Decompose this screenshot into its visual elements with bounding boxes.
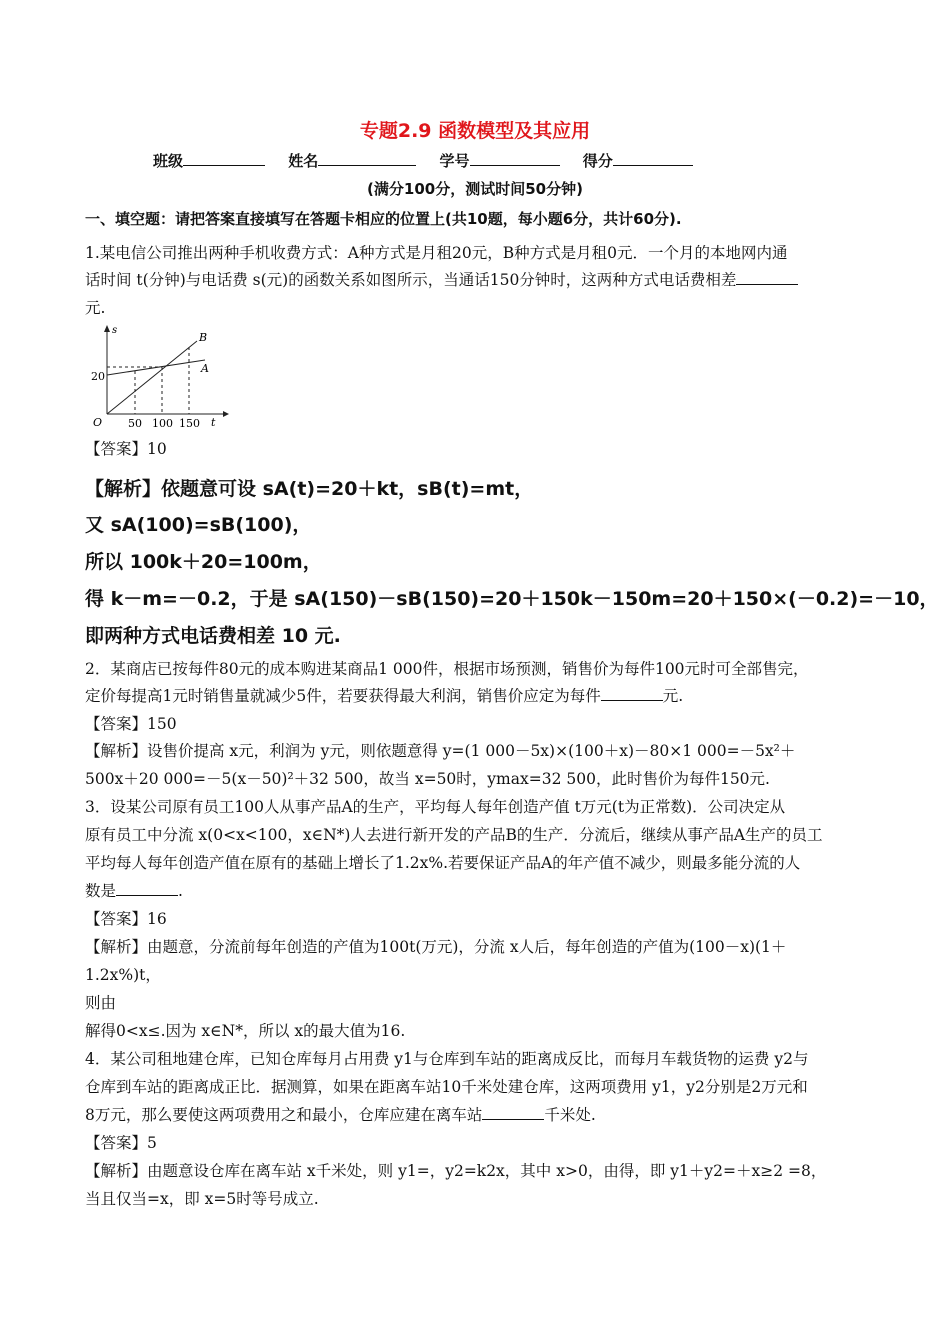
q4-answer: 【答案】5 <box>85 1134 157 1152</box>
q3-answer-blank <box>116 881 178 896</box>
q3-line4-end: . <box>178 882 183 900</box>
q2-analysis2: 500x＋20 000=－5(x－50)²＋32 500，故当 x=50时，ymax=32 500，此时售价为每件150元. <box>85 770 770 788</box>
q1-line2-text: 话时间 t(分钟)与电话费 s(元)的函数关系如图所示，当通话150分钟时，这两种方式电话费相差 <box>85 271 737 289</box>
q1-line3: 元. <box>85 299 106 317</box>
q1-answer: 【答案】10 <box>85 440 167 458</box>
q4-line3 <box>85 1104 596 1126</box>
q4-line3-text: 8万元，那么要使这两项费用之和最小，仓库应建在离车站 <box>85 1106 483 1124</box>
q3-line2: 原有员工中分流 x(0<x<100，x∈N*)人去进行新开发的产品B的生产．分流后，继续从事产品A生产的员工 <box>85 826 823 844</box>
q3-line1: 3．设某公司原有员工100人从事产品A的生产，平均每人每年创造产值 t万元(t为正常数)．公司决定从 <box>85 798 786 816</box>
q4-line2: 仓库到车站的距离成正比．据测算，如果在距离车站10千米处建仓库，这两项费用 y1，y2分别是2万元和 <box>85 1078 808 1096</box>
q1-answer-blank <box>736 270 798 285</box>
origin-label: O <box>93 416 103 429</box>
q3-line4 <box>85 880 183 902</box>
q1-analysis-5: 即两种方式电话费相差 10 元. <box>85 625 341 647</box>
q3-analysis2: 1.2x%)t， <box>85 966 161 984</box>
q2-line1: 2．某商店已按每件80元的成本购进某商品1 000件，根据市场预测，销售价为每件100元时可全部售完， <box>85 660 809 678</box>
score-field[interactable] <box>613 151 693 166</box>
page-title: 专题2.9 函数模型及其应用 <box>359 120 591 142</box>
y-tick-20: 20 <box>91 370 105 383</box>
x-tick-150: 150 <box>179 417 200 430</box>
student-info-fields <box>153 150 711 171</box>
line-b-label: B <box>199 331 208 344</box>
q1-line1: 1.某电信公司推出两种手机收费方式：A种方式是月租20元，B种方式是月租0元．一个月的本地网内通 <box>85 244 788 262</box>
q4-answer-blank <box>482 1105 544 1120</box>
id-field[interactable] <box>470 151 560 166</box>
q3-analysis3: 则由 <box>85 994 117 1012</box>
q1-function-graph <box>85 322 235 430</box>
q2-answer-blank <box>601 686 663 701</box>
q1-line2 <box>85 269 798 291</box>
section-heading: 一、填空题：请把答案直接填写在答题卡相应的位置上(共10题，每小题6分，共计60分). <box>85 210 682 228</box>
q3-analysis1: 【解析】由题意，分流前每年创造的产值为100t(万元)，分流 x人后，每年创造的产值为(100－x)(1＋ <box>85 938 787 956</box>
q4-line1: 4．某公司租地建仓库，已知仓库每月占用费 y1与仓库到车站的距离成反比，而每月车载货物的运费 y2与 <box>85 1050 809 1068</box>
q2-analysis1: 【解析】设售价提高 x元，利润为 y元，则依题意得 y=(1 000－5x)×(100＋x)－80×1 000=－5x²＋ <box>85 742 796 760</box>
q1-analysis-3: 所以 100k＋20=100m， <box>85 551 322 573</box>
exam-meta: (满分100分，测试时间50分钟) <box>367 180 583 198</box>
q2-line2 <box>85 685 683 707</box>
x-tick-100: 100 <box>152 417 173 430</box>
q4-analysis1: 【解析】由题意设仓库在离车站 x千米处，则 y1=，y2=k2x，其中 x>0，由得，即 y1＋y2=＋x≥2 =8， <box>85 1162 827 1180</box>
x-tick-50: 50 <box>128 417 142 430</box>
line-a-label: A <box>201 362 209 375</box>
name-field[interactable] <box>318 151 416 166</box>
id-label: 学号 <box>439 152 470 170</box>
class-field[interactable] <box>183 151 265 166</box>
y-axis-label: s <box>112 325 118 336</box>
name-label: 姓名 <box>288 152 319 170</box>
q4-analysis2: 当且仅当=x，即 x=5时等号成立. <box>85 1190 319 1208</box>
score-label: 得分 <box>582 152 613 170</box>
class-label: 班级 <box>153 152 184 170</box>
q1-analysis-2: 又 sA(100)=sB(100)， <box>85 514 312 536</box>
q3-answer: 【答案】16 <box>85 910 167 928</box>
q4-line3-end: 千米处. <box>544 1106 596 1124</box>
x-axis-label: t <box>211 416 216 429</box>
q3-line4-text: 数是 <box>85 882 117 900</box>
q3-analysis4: 解得0<x≤.因为 x∈N*，所以 x的最大值为16. <box>85 1022 406 1040</box>
q1-analysis-4: 得 k－m=－0.2，于是 sA(150)－sB(150)=20＋150k－150m=20＋150×(－0.2)=－10， <box>85 588 939 610</box>
q2-line2-end: 元. <box>662 687 684 705</box>
q2-answer: 【答案】150 <box>85 715 177 733</box>
q1-analysis-1: 【解析】依题意可设 sA(t)=20＋kt，sB(t)=mt， <box>85 478 534 500</box>
q2-line2-text: 定价每提高1元时销售量就减少5件，若要获得最大利润，销售价应定为每件 <box>85 687 601 705</box>
q3-line3: 平均每人每年创造产值在原有的基础上增长了1.2x%.若要保证产品A的年产值不减少，则最多能分流的人 <box>85 854 801 872</box>
